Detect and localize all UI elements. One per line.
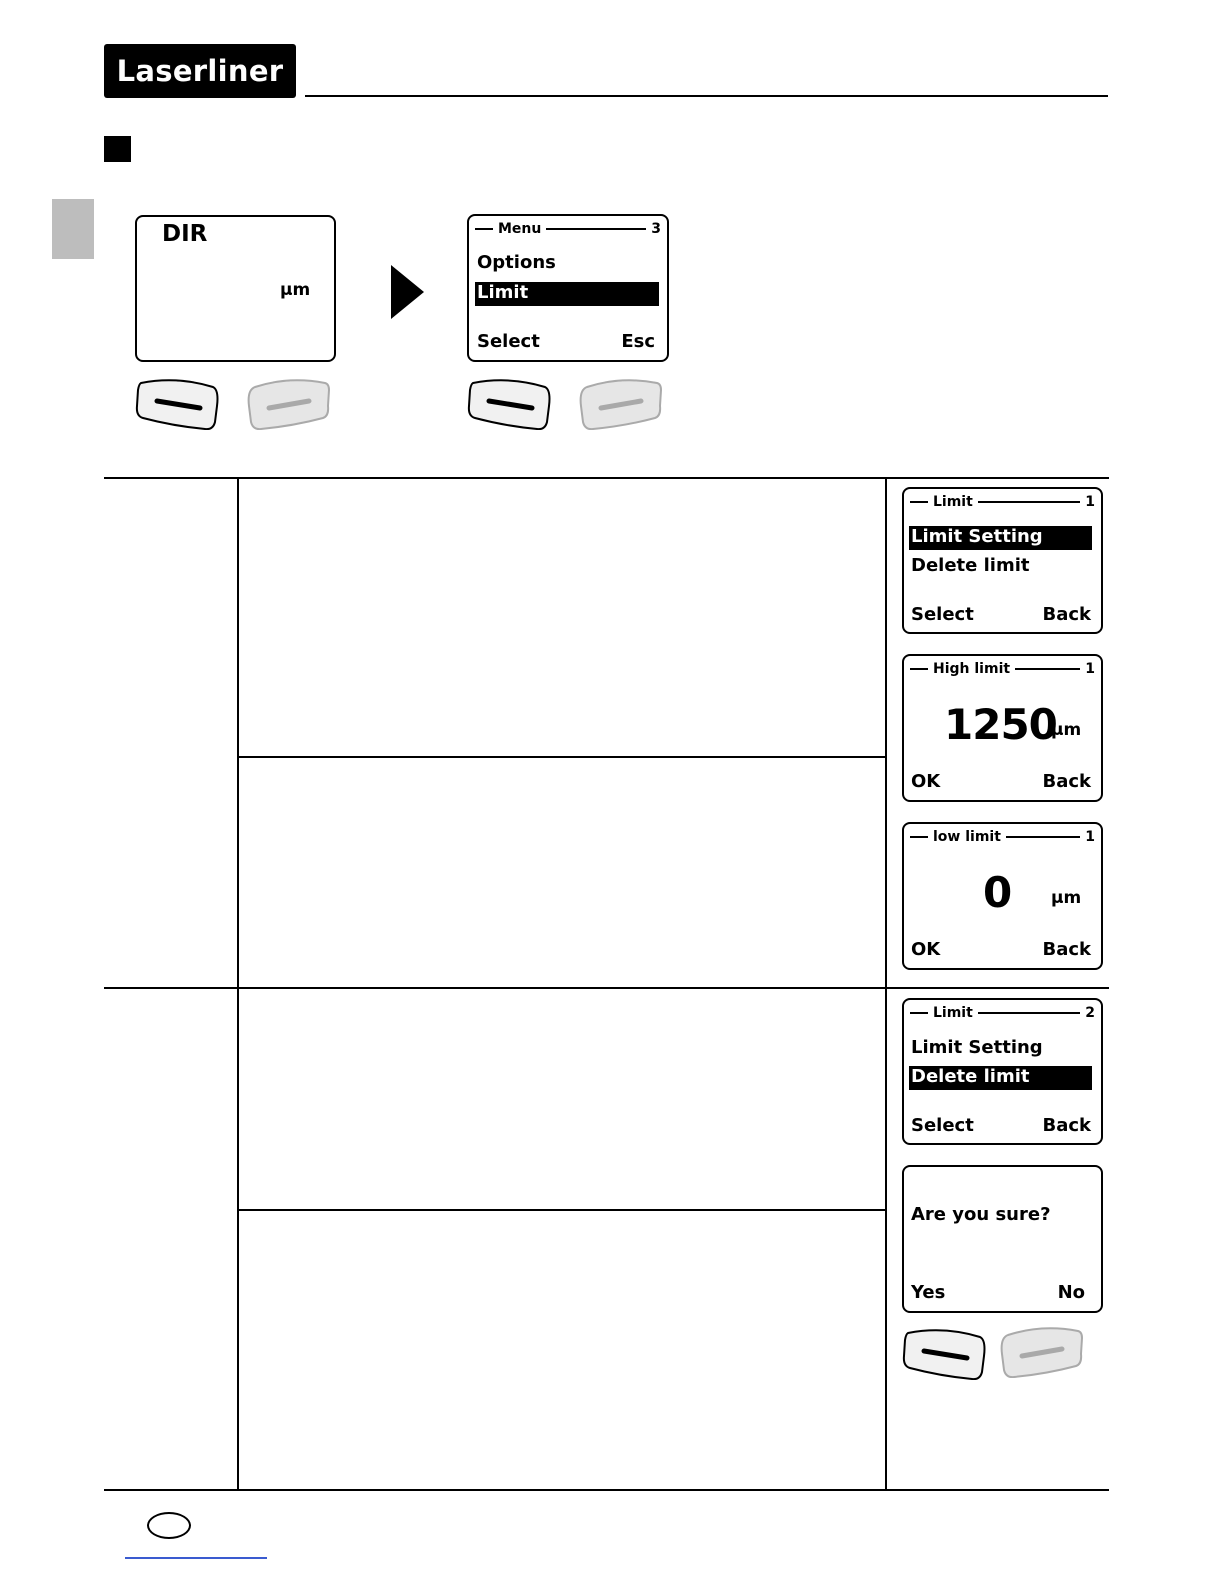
measure-screen: [135, 215, 336, 362]
language-tab: [52, 199, 94, 259]
table-middle-rule: [104, 987, 1109, 989]
country-code-oval: [147, 1512, 191, 1539]
limit-setting-label: Limit Setting: [911, 526, 1043, 547]
delete-limit-item[interactable]: Delete limit: [911, 555, 1030, 576]
menu-esc-label: Esc: [621, 331, 655, 352]
menu-header: [475, 220, 661, 238]
low-limit-title: low limit: [933, 829, 1001, 845]
high-limit-unit: µm: [1051, 720, 1082, 740]
confirm-yes: Yes: [911, 1282, 946, 1303]
low-limit-back: Back: [1042, 939, 1091, 960]
low-limit-unit: µm: [1051, 888, 1082, 908]
low-limit-screen: [902, 822, 1103, 970]
limit-menu-2-header: [910, 1004, 1095, 1022]
high-limit-value: 1250: [944, 700, 1057, 749]
brand-name: Laserliner: [116, 54, 284, 88]
table-top-rule: [104, 477, 1109, 479]
menu-right-soft-key[interactable]: [579, 378, 663, 430]
next-step-arrow-icon: [391, 265, 424, 319]
brand-logo: [104, 44, 296, 98]
menu-item-limit-label: Limit: [477, 282, 529, 303]
high-limit-header: [910, 660, 1095, 678]
measure-mode: DIR: [162, 221, 208, 247]
high-limit-page: 1: [1085, 661, 1095, 677]
high-limit-screen: [902, 654, 1103, 802]
confirm-left-soft-key[interactable]: [902, 1328, 986, 1380]
menu-left-soft-key[interactable]: [467, 378, 551, 430]
confirm-screen: [902, 1165, 1103, 1313]
section-marker: [104, 136, 131, 162]
measure-unit: µm: [280, 280, 311, 300]
menu-title: Menu: [498, 221, 542, 237]
confirm-right-soft-key[interactable]: [1000, 1326, 1084, 1378]
header-rule: [305, 95, 1108, 97]
row1-sub-rule: [238, 756, 886, 758]
row2-sub-rule: [238, 1209, 886, 1211]
limit-menu-1-title: Limit: [933, 494, 973, 510]
limit-menu-2-page: 2: [1085, 1005, 1095, 1021]
table-col-divider-2: [885, 477, 887, 1490]
confirm-question: Are you sure?: [911, 1204, 1051, 1225]
table-bottom-rule: [104, 1489, 1109, 1491]
low-limit-value: 0: [983, 868, 1013, 917]
low-limit-ok: OK: [911, 939, 941, 960]
left-soft-key[interactable]: [135, 378, 219, 430]
right-soft-key[interactable]: [247, 378, 331, 430]
limit-menu-1-select: Select: [911, 604, 974, 625]
limit-setting-item-2[interactable]: Limit Setting: [911, 1037, 1043, 1058]
confirm-no: No: [1057, 1282, 1085, 1303]
high-limit-back: Back: [1042, 771, 1091, 792]
footer-link-underline[interactable]: [125, 1557, 267, 1559]
low-limit-header: [910, 828, 1095, 846]
delete-limit-item-2[interactable]: [909, 1066, 1092, 1090]
limit-menu-screen-1: [902, 487, 1103, 634]
high-limit-ok: OK: [911, 771, 941, 792]
limit-menu-1-header: [910, 493, 1095, 511]
menu-item-limit[interactable]: [475, 282, 659, 306]
menu-page: 3: [651, 221, 661, 237]
table-col-divider-1: [237, 477, 239, 1490]
menu-item-options[interactable]: Options: [477, 252, 556, 273]
limit-menu-2-title: Limit: [933, 1005, 973, 1021]
menu-select-label: Select: [477, 331, 540, 352]
limit-menu-2-back: Back: [1042, 1115, 1091, 1136]
limit-menu-screen-2: [902, 998, 1103, 1145]
limit-setting-item[interactable]: [909, 526, 1092, 550]
delete-limit-label-2: Delete limit: [911, 1066, 1030, 1087]
menu-screen: [467, 214, 669, 362]
high-limit-title: High limit: [933, 661, 1011, 677]
limit-menu-1-page: 1: [1085, 494, 1095, 510]
low-limit-page: 1: [1085, 829, 1095, 845]
limit-menu-2-select: Select: [911, 1115, 974, 1136]
limit-menu-1-back: Back: [1042, 604, 1091, 625]
